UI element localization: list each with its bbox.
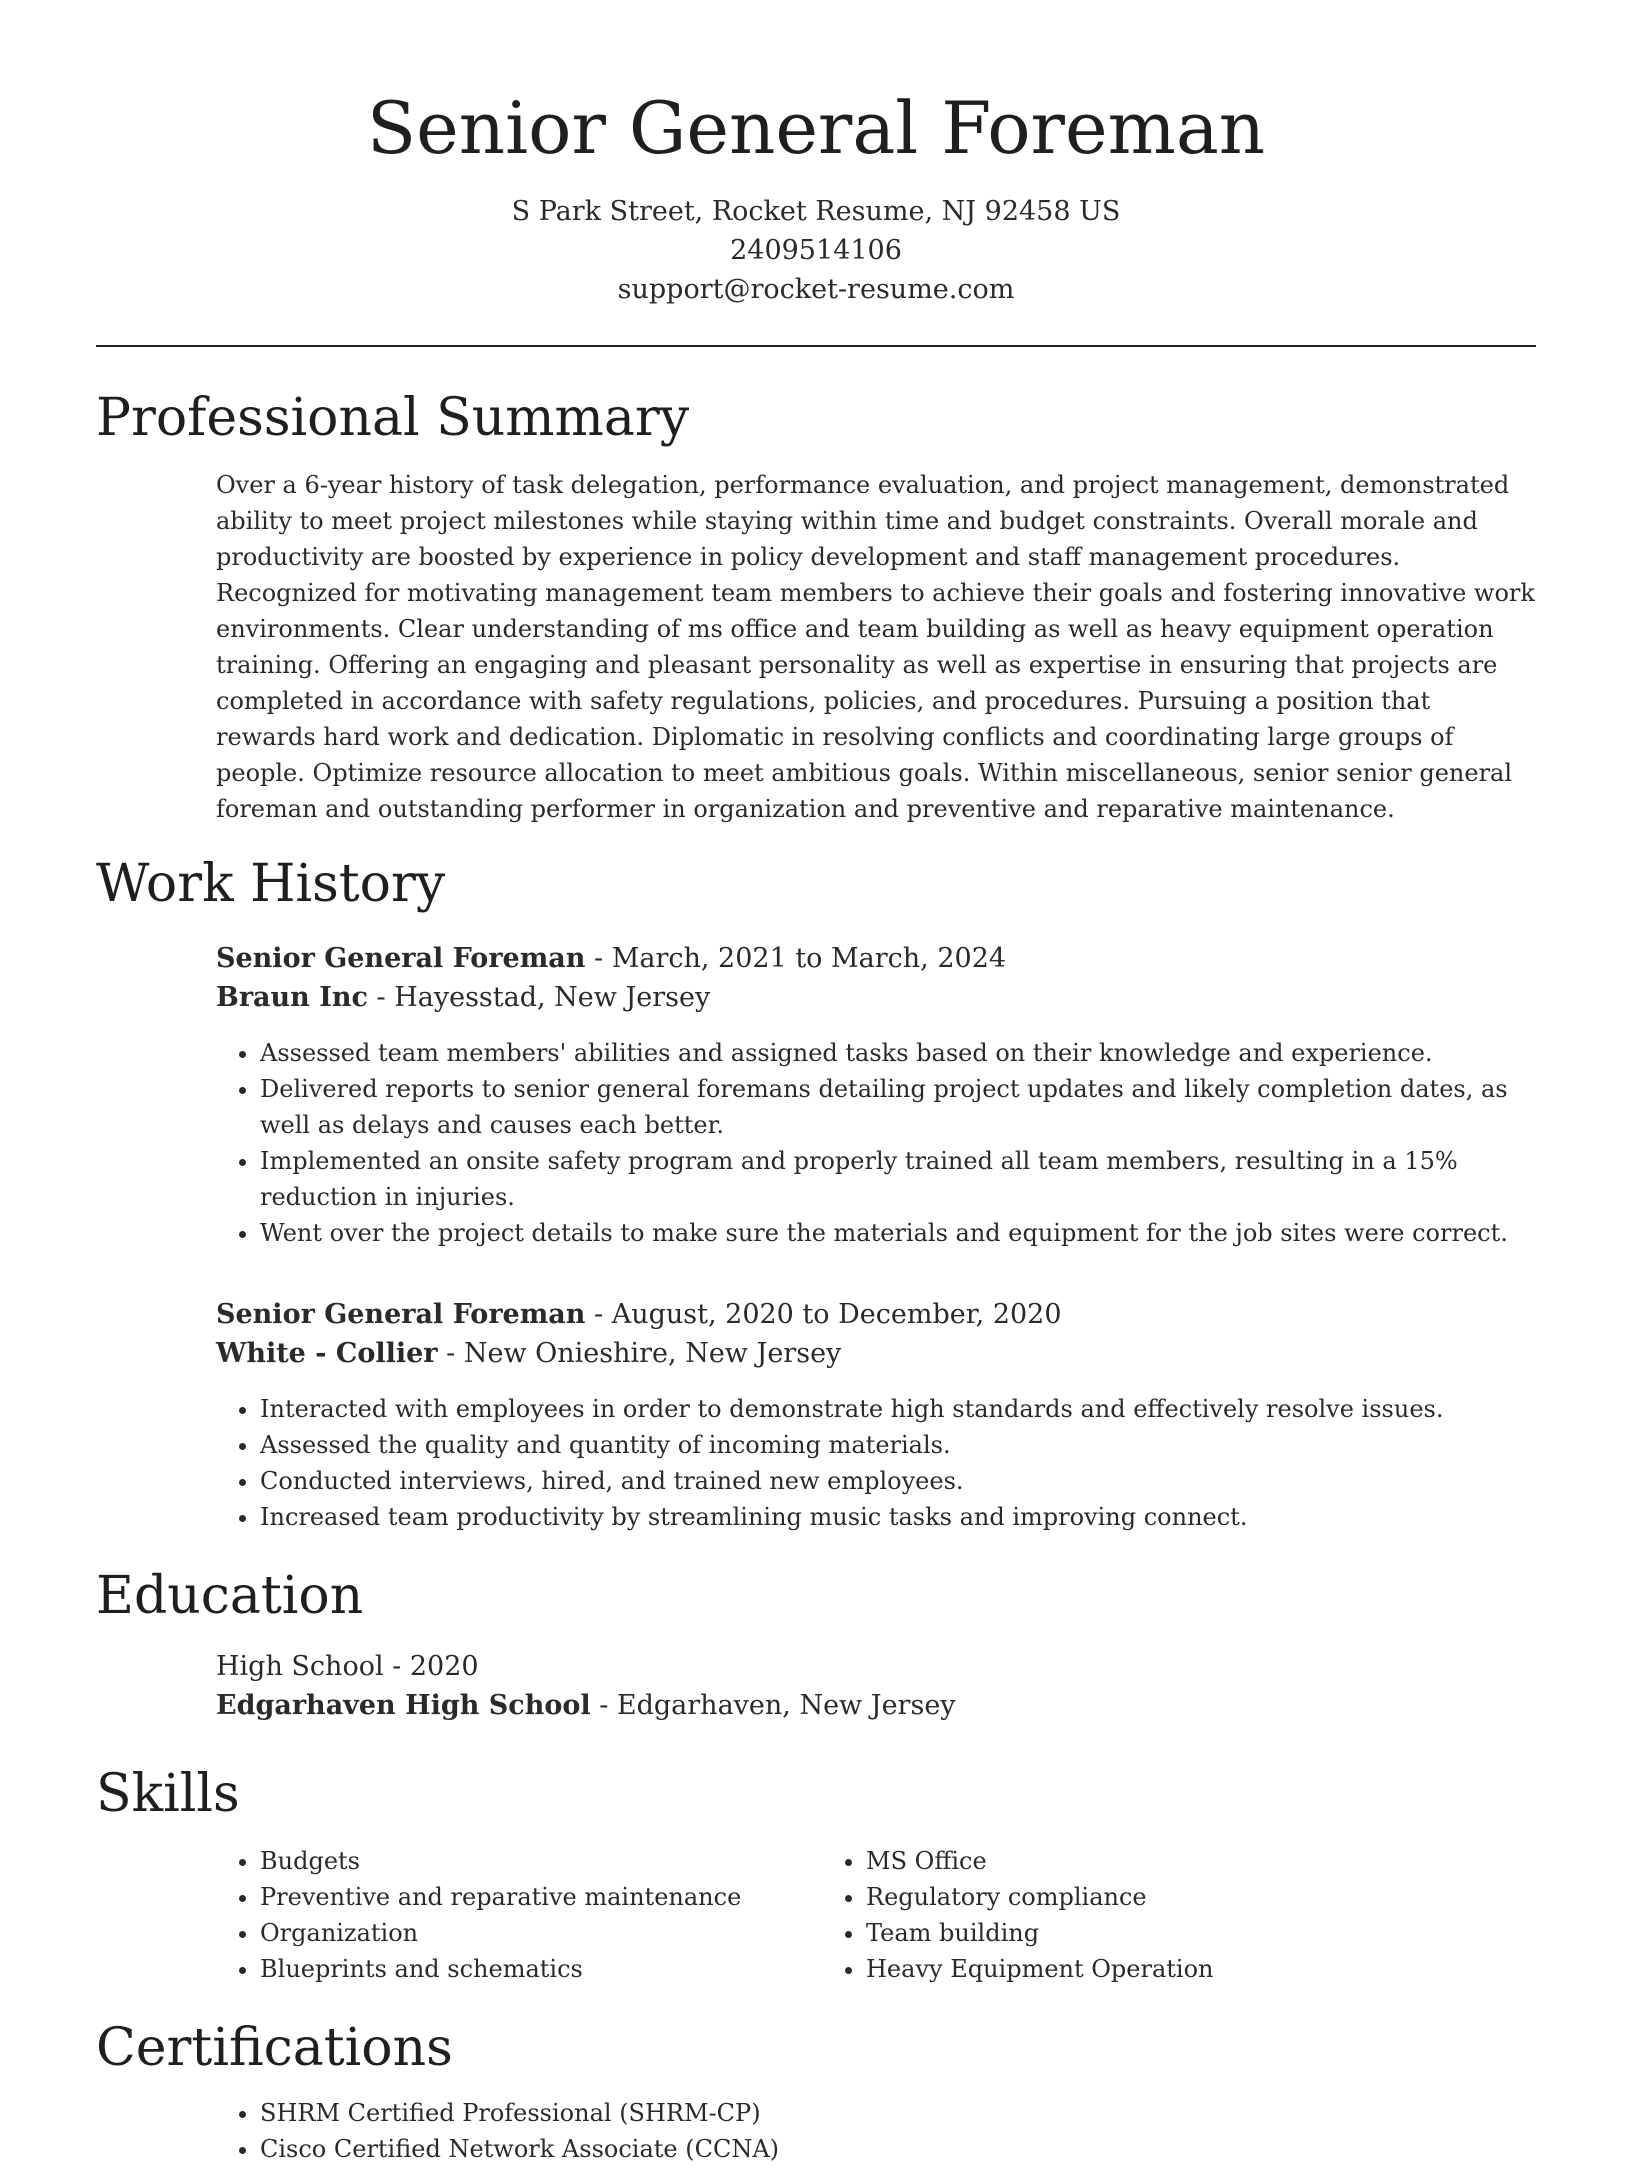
skills-section <box>96 1763 1536 1987</box>
skill-item: • Organization <box>260 1915 822 1951</box>
work-history-section <box>96 853 1536 1535</box>
resume-header <box>0 0 1632 309</box>
section-title-certifications: Certifications <box>96 2018 453 2078</box>
company-name: Braun Inc <box>216 982 368 1013</box>
contact-address: S Park Street, Rocket Resume, NJ 92458 US <box>511 196 1121 227</box>
skills-list-left <box>216 1843 822 1987</box>
job-duties-list <box>216 1035 1536 1251</box>
list-item: • Interacted with employees in order to demonstrate high standards and effectively resolve issues. <box>260 1391 1536 1427</box>
contact-block <box>0 192 1632 309</box>
job-title: Senior General Foreman <box>216 943 586 974</box>
section-title-skills: Skills <box>96 1764 240 1824</box>
contact-phone: 2409514106 <box>730 235 902 266</box>
education-section <box>96 1565 1536 1725</box>
list-item: • Assessed the quality and quantity of incoming materials. <box>260 1427 1536 1463</box>
list-item: • Delivered reports to senior general foremans detailing project updates and likely completion dates, as well as delays and causes each better. <box>260 1071 1536 1143</box>
school-location: - Edgarhaven, New Jersey <box>590 1690 956 1721</box>
certification-item: • Cisco Certified Network Associate (CCNA) <box>260 2131 1536 2167</box>
skill-item: • Blueprints and schematics <box>260 1951 822 1987</box>
list-item: • Implemented an onsite safety program and properly trained all team members, resulting in a 15% reduction in injuries. <box>260 1143 1536 1215</box>
certification-item: • SHRM Certified Professional (SHRM-CP) <box>260 2095 1536 2131</box>
school-name: Edgarhaven High School <box>216 1690 591 1721</box>
skill-item: • Regulatory compliance <box>866 1879 1428 1915</box>
list-item: • Went over the project details to make sure the materials and equipment for the job sites were correct. <box>260 1215 1536 1251</box>
section-title-education: Education <box>96 1566 364 1626</box>
education-degree: High School - 2020 <box>216 1651 479 1682</box>
job-employer <box>216 978 1536 1017</box>
job-dates: - August, 2020 to December, 2020 <box>585 1299 1062 1330</box>
company-location: - New Onieshire, New Jersey <box>437 1338 842 1369</box>
candidate-name: Senior General Foreman <box>366 86 1266 170</box>
professional-summary-section <box>96 387 1536 827</box>
contact-email: support@rocket-resume.com <box>617 274 1015 305</box>
job-heading <box>216 939 1536 978</box>
list-item: • Assessed team members' abilities and assigned tasks based on their knowledge and experience. <box>260 1035 1536 1071</box>
certifications-list <box>216 2095 1536 2167</box>
certifications-section <box>96 2017 1536 2167</box>
job-entry <box>216 939 1536 1251</box>
list-item: • Increased team productivity by streamlining music tasks and improving connect. <box>260 1499 1536 1535</box>
job-dates: - March, 2021 to March, 2024 <box>585 943 1007 974</box>
job-title: Senior General Foreman <box>216 1299 586 1330</box>
job-entry <box>216 1295 1536 1535</box>
job-heading <box>216 1295 1536 1334</box>
section-title-work-history: Work History <box>96 854 446 914</box>
company-location: - Hayesstad, New Jersey <box>367 982 711 1013</box>
skill-item: • Team building <box>866 1915 1428 1951</box>
job-employer <box>216 1334 1536 1373</box>
company-name: White - Collier <box>216 1338 438 1369</box>
skills-list-right <box>822 1843 1428 1987</box>
header-divider <box>96 345 1536 347</box>
skill-item: • Heavy Equipment Operation <box>866 1951 1428 1987</box>
skill-item: • Budgets <box>260 1843 822 1879</box>
summary-text: Over a 6-year history of task delegation, performance evaluation, and project management, demonstrated ability to meet project milestones while staying within time and budget constraints. Overall morale and productivity are boosted by experience in policy development and staff management procedures. Recognized for motivating management team members to achieve their goals and fostering innovative work environments. Clear understanding of ms office and team building as well as heavy equipment operation training. Offering an engaging and pleasant personality as well as expertise in ensuring that projects are completed in accordance with safety regulations, policies, and procedures. Pursuing a position that rewards hard work and dedication. Diplomatic in resolving conflicts and coordinating large groups of people. Optimize resource allocation to meet ambitious goals. Within miscellaneous, senior senior general foreman and outstanding performer in organization and preventive and reparative maintenance. <box>216 471 1535 823</box>
skill-item: • Preventive and reparative maintenance <box>260 1879 822 1915</box>
list-item: • Conducted interviews, hired, and trained new employees. <box>260 1463 1536 1499</box>
education-school-line <box>216 1686 1536 1725</box>
section-title-summary: Professional Summary <box>96 388 690 448</box>
skill-item: • MS Office <box>866 1843 1428 1879</box>
job-duties-list <box>216 1391 1536 1535</box>
